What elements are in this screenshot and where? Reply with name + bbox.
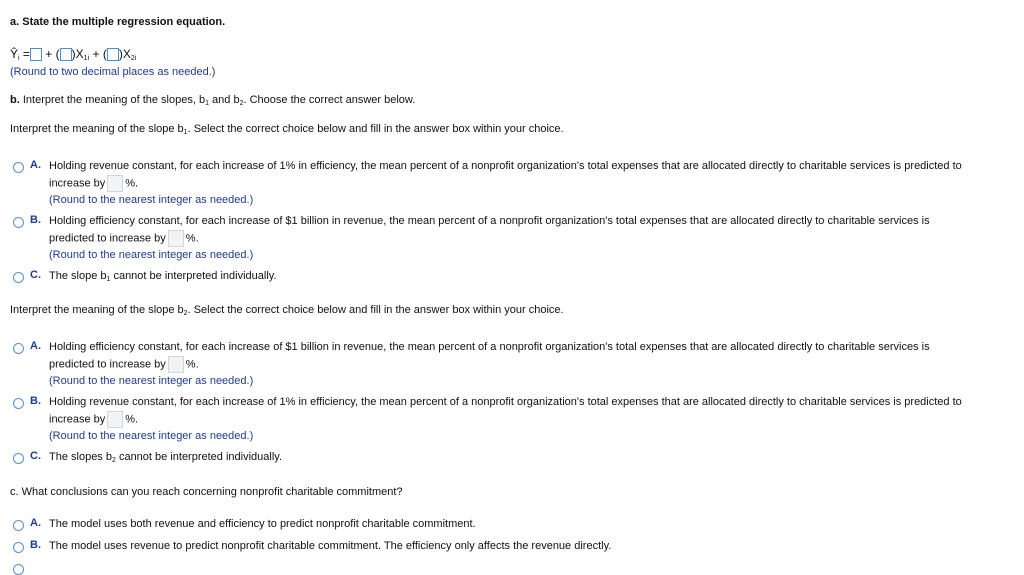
b2-option-a-hint: (Round to the nearest integer as needed.)	[49, 375, 254, 388]
c-option-b-text: The model uses revenue to predict nonprofit charitable commitment. The efficiency only affects the revenue directly.	[49, 540, 612, 552]
b1-option-c-letter: C.	[30, 269, 41, 281]
b2-option-b-letter: B.	[30, 395, 41, 407]
part-a-heading: a. State the multiple regression equation.	[10, 16, 226, 28]
b1-option-b-radio[interactable]	[13, 217, 24, 228]
equation-round-note: (Round to two decimal places as needed.)	[10, 66, 216, 78]
b1-option-b-letter: B.	[30, 214, 41, 226]
x1-variable: $X_{1i}$	[75, 47, 90, 62]
b2-option-b-hint: (Round to the nearest integer as needed.)	[49, 430, 254, 443]
b1-option-a-radio[interactable]	[13, 162, 24, 173]
b2-option-b-answer-box[interactable]	[107, 411, 123, 428]
b2-option-b-radio[interactable]	[13, 398, 24, 409]
b1-option-c-radio[interactable]	[13, 272, 24, 283]
b1-coefficient-input[interactable]	[60, 48, 72, 61]
b2-option-c-letter: C.	[30, 450, 41, 462]
x2-variable: $X_{2i}$	[122, 47, 137, 62]
b1-option-b-hint: (Round to the nearest integer as needed.)	[49, 249, 254, 262]
yhat-symbol: $Ŷ_i$	[10, 47, 20, 62]
b2-option-b-text: Holding revenue constant, for each increase of 1% in efficiency, the mean percent of a nonprofit organization's total expenses that are allocated directly to charitable services is predicted to increase by %. (Round to the nearest integer as needed.)	[49, 394, 962, 445]
c-option-b-letter: B.	[30, 539, 41, 551]
c-option-a-letter: A.	[30, 517, 41, 529]
part-b-heading: b. Interpret the meaning of the slopes, $b_1$ and $b_2$. Choose the correct answer below.	[10, 94, 416, 107]
b1-option-b-answer-box[interactable]	[168, 230, 184, 247]
c-option-b-radio[interactable]	[13, 542, 24, 553]
b2-option-c-text: The slopes $b_2$ cannot be interpreted individually.	[49, 451, 283, 464]
c-option-a-radio[interactable]	[13, 520, 24, 531]
b1-option-c-text: The slope $b_1$ cannot be interpreted individually.	[49, 270, 277, 283]
b2-option-a-radio[interactable]	[13, 343, 24, 354]
b1-prompt: Interpret the meaning of the slope $b_1$. Select the correct choice below and fill in the answer box within your choice.	[10, 123, 564, 136]
intercept-input[interactable]	[30, 48, 42, 61]
b2-option-a-letter: A.	[30, 340, 41, 352]
b1-option-a-letter: A.	[30, 159, 41, 171]
b1-option-a-answer-box[interactable]	[107, 175, 123, 192]
c-option-c-radio[interactable]	[13, 564, 24, 575]
part-c-heading: c. What conclusions can you reach concerning nonprofit charitable commitment?	[10, 486, 403, 498]
b1-option-b-text: Holding efficiency constant, for each increase of $1 billion in revenue, the mean percent of a nonprofit organization's total expenses that are allocated directly to charitable services is predicted to increase by %. (Round to the nearest integer as needed.)	[49, 213, 930, 264]
b2-option-a-answer-box[interactable]	[168, 356, 184, 373]
b2-option-a-text: Holding efficiency constant, for each increase of $1 billion in revenue, the mean percent of a nonprofit organization's total expenses that are allocated directly to charitable services is predicted to increase by %. (Round to the nearest integer as needed.)	[49, 339, 930, 390]
regression-equation: $Ŷ_i$ = + ( )$X_{1i}$ + ( )$X_{2i}$	[10, 47, 137, 62]
b1-option-a-hint: (Round to the nearest integer as needed.)	[49, 194, 254, 207]
b2-prompt: Interpret the meaning of the slope $b_2$. Select the correct choice below and fill in the answer box within your choice.	[10, 304, 564, 317]
b1-option-a-text: Holding revenue constant, for each increase of 1% in efficiency, the mean percent of a nonprofit organization's total expenses that are allocated directly to charitable services is predicted to increase by %. (Round to the nearest integer as needed.)	[49, 158, 962, 209]
c-option-a-text: The model uses both revenue and efficiency to predict nonprofit charitable commitment.	[49, 518, 476, 530]
b2-option-c-radio[interactable]	[13, 453, 24, 464]
b2-coefficient-input[interactable]	[107, 48, 119, 61]
